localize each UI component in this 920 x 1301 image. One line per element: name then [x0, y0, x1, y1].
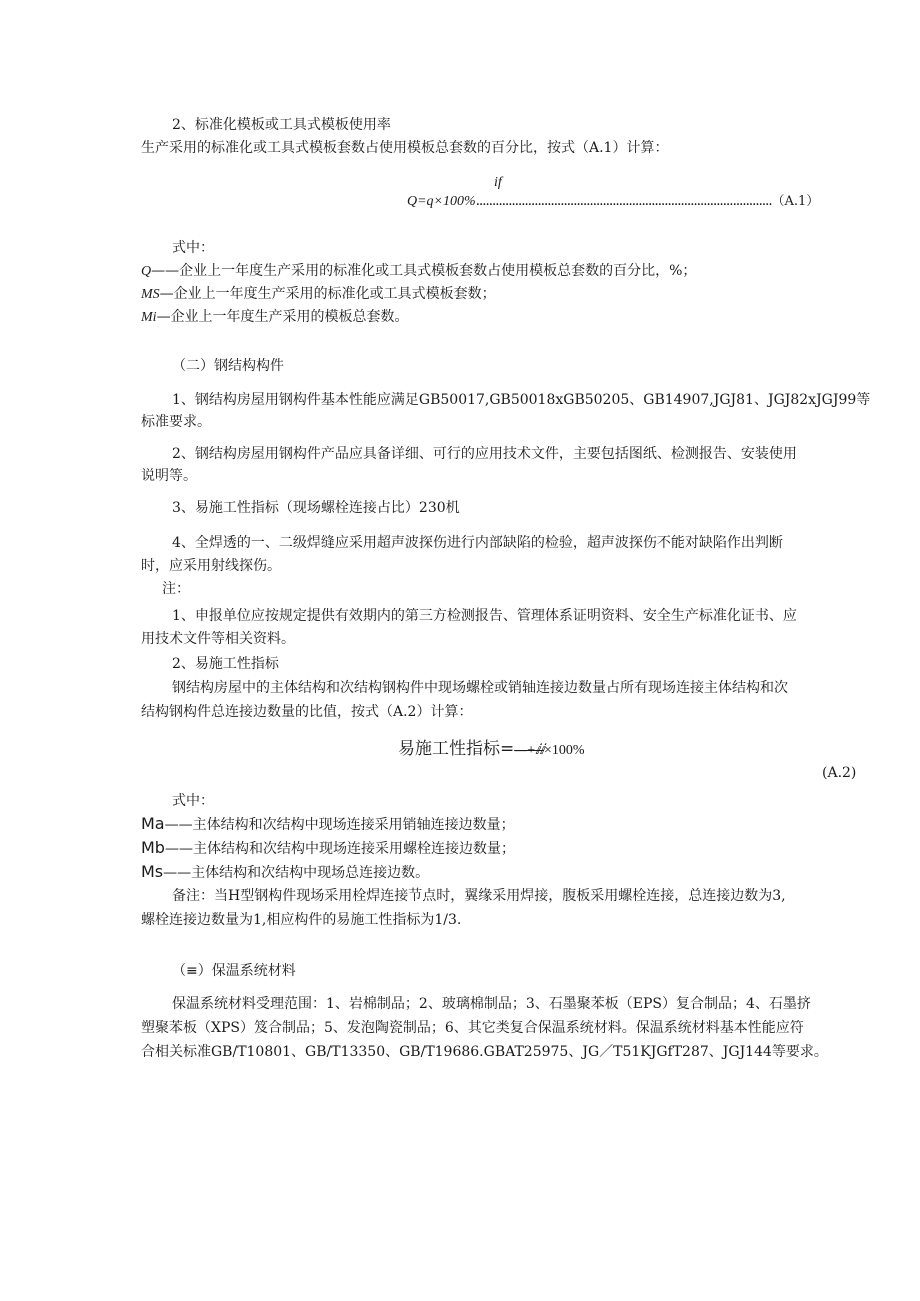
steel-p3: 3、易施工性指标（现场螺栓连接占比）230机: [172, 500, 460, 516]
definition-mt: [141, 308, 409, 327]
definition-q: [141, 262, 696, 281]
formula-a2-label: 易施工性指标=: [398, 739, 515, 759]
insulation-p-line3: 合相关标准GB/T10801、GB/T13350、GB/T19686.GBAT25975、JG／T51KJGfT287、JGJ144等要求。: [141, 1044, 828, 1060]
symbol-mt: Mi: [141, 310, 157, 325]
steel-p4-line2: 时，应采用射线探伤。: [141, 558, 281, 574]
formula-a1-expression: Q=q×100%: [407, 194, 476, 209]
formula-a1-number: （A.1）: [771, 194, 820, 209]
symbol-q: Q: [141, 264, 152, 279]
steel-p1-line2: 标准要求。: [141, 414, 211, 430]
symbol-ma: Ma: [141, 814, 165, 833]
definition-mb: [141, 839, 515, 858]
paragraph-template-rate-desc: 生产采用的标准化或工具式模板套数占使用模板总套数的百分比，按式（A.1）计算：: [141, 140, 669, 156]
note-label: 注：: [162, 581, 190, 597]
note1-line2: 用技术文件等相关资料。: [141, 631, 295, 647]
formula-a2-fraction: —+ⅈⅈ: [514, 743, 544, 758]
formula-a2-tail: ×100%: [543, 743, 585, 758]
definition-ma: [141, 815, 515, 834]
definition-mt-text: —企业上一年度生产采用的模板总套数。: [156, 309, 409, 325]
definition-ma-text: ——主体结构和次结构中现场连接采用销轴连接边数量；: [164, 817, 515, 833]
steel-p2-line2: 说明等。: [141, 468, 197, 484]
remark-line2: 螺栓连接边数量为1,相应构件的易施工性指标为1/3.: [141, 912, 462, 928]
steel-p2-line1: 2、钢结构房屋用钢构件产品应具备详细、可行的应用技术文件，主要包括图纸、检测报告、安装使用: [172, 446, 797, 462]
formula-a1-top: if: [494, 175, 502, 190]
symbol-ms2: Ms: [141, 862, 164, 881]
where-label-2: 式中：: [172, 793, 214, 809]
symbol-mb: Mb: [141, 838, 165, 857]
definition-ms-text: —企业上一年度生产采用的标准化或工具式模板套数；: [159, 286, 496, 302]
note2-desc-line1: 钢结构房屋中的主体结构和次结构钢构件中现场螺栓或销轴连接边数量占所有现场连接主体结构和次: [172, 680, 788, 696]
definition-ms2-text: ——主体结构和次结构中现场总连接边数。: [163, 865, 430, 881]
note1-line1: 1、申报单位应按规定提供有效期内的第三方检测报告、管理体系证明资料、安全生产标准化证书、应: [172, 608, 797, 624]
formula-a1-leader: ...........................................................................................: [475, 193, 772, 209]
note2-desc-line2: 结构钢构件总连接边数量的比值，按式（A.2）计算：: [141, 704, 473, 720]
section-heading-steel: （二）钢结构构件: [172, 358, 284, 374]
definition-mb-text: ——主体结构和次结构中现场连接采用螺栓连接边数量；: [164, 841, 515, 857]
definition-ms2: [141, 863, 429, 882]
steel-p4-line1: 4、全焊透的一、二级焊缝应采用超声波探伤进行内部缺陷的检验，超声波探伤不能对缺陷作出判断: [172, 535, 783, 551]
where-label-1: 式中：: [172, 240, 214, 256]
steel-p1-line1: 1、钢结构房屋用钢构件基本性能应满足GB50017,GB50018xGB50205、GB14907,JGJ81、JGJ82xJGJ99等: [172, 392, 871, 408]
remark-line1: 备注：当H型钢构件现场采用栓焊连接节点时，翼缘采用焊接，腹板采用螺栓连接，总连接边数为3,: [172, 888, 786, 904]
section-heading-insulation: （≡）保温系统材料: [172, 963, 296, 979]
note2-title: 2、易施工性指标: [172, 656, 279, 672]
insulation-p-line1: 保温系统材料受理范围：1、岩棉制品；2、玻璃棉制品；3、石墨聚苯板（EPS）复合制品；4、石墨挤: [172, 996, 811, 1012]
definition-ms: [141, 285, 496, 304]
formula-a1: [407, 192, 819, 211]
formula-a2-number: (A.2): [822, 765, 857, 781]
formula-a2: [398, 740, 585, 760]
section-title-template-rate: 2、标准化模板或工具式模板使用率: [172, 117, 391, 133]
insulation-p-line2: 塑聚苯板（XPS）笈合制品；5、发泡陶瓷制品；6、其它类复合保温系统材料。保温系统材料基本性能应符: [141, 1020, 804, 1036]
definition-q-text: ——企业上一年度生产采用的标准化或工具式模板套数占使用模板总套数的百分比，%；: [151, 263, 697, 279]
symbol-ms: MS: [141, 287, 160, 302]
